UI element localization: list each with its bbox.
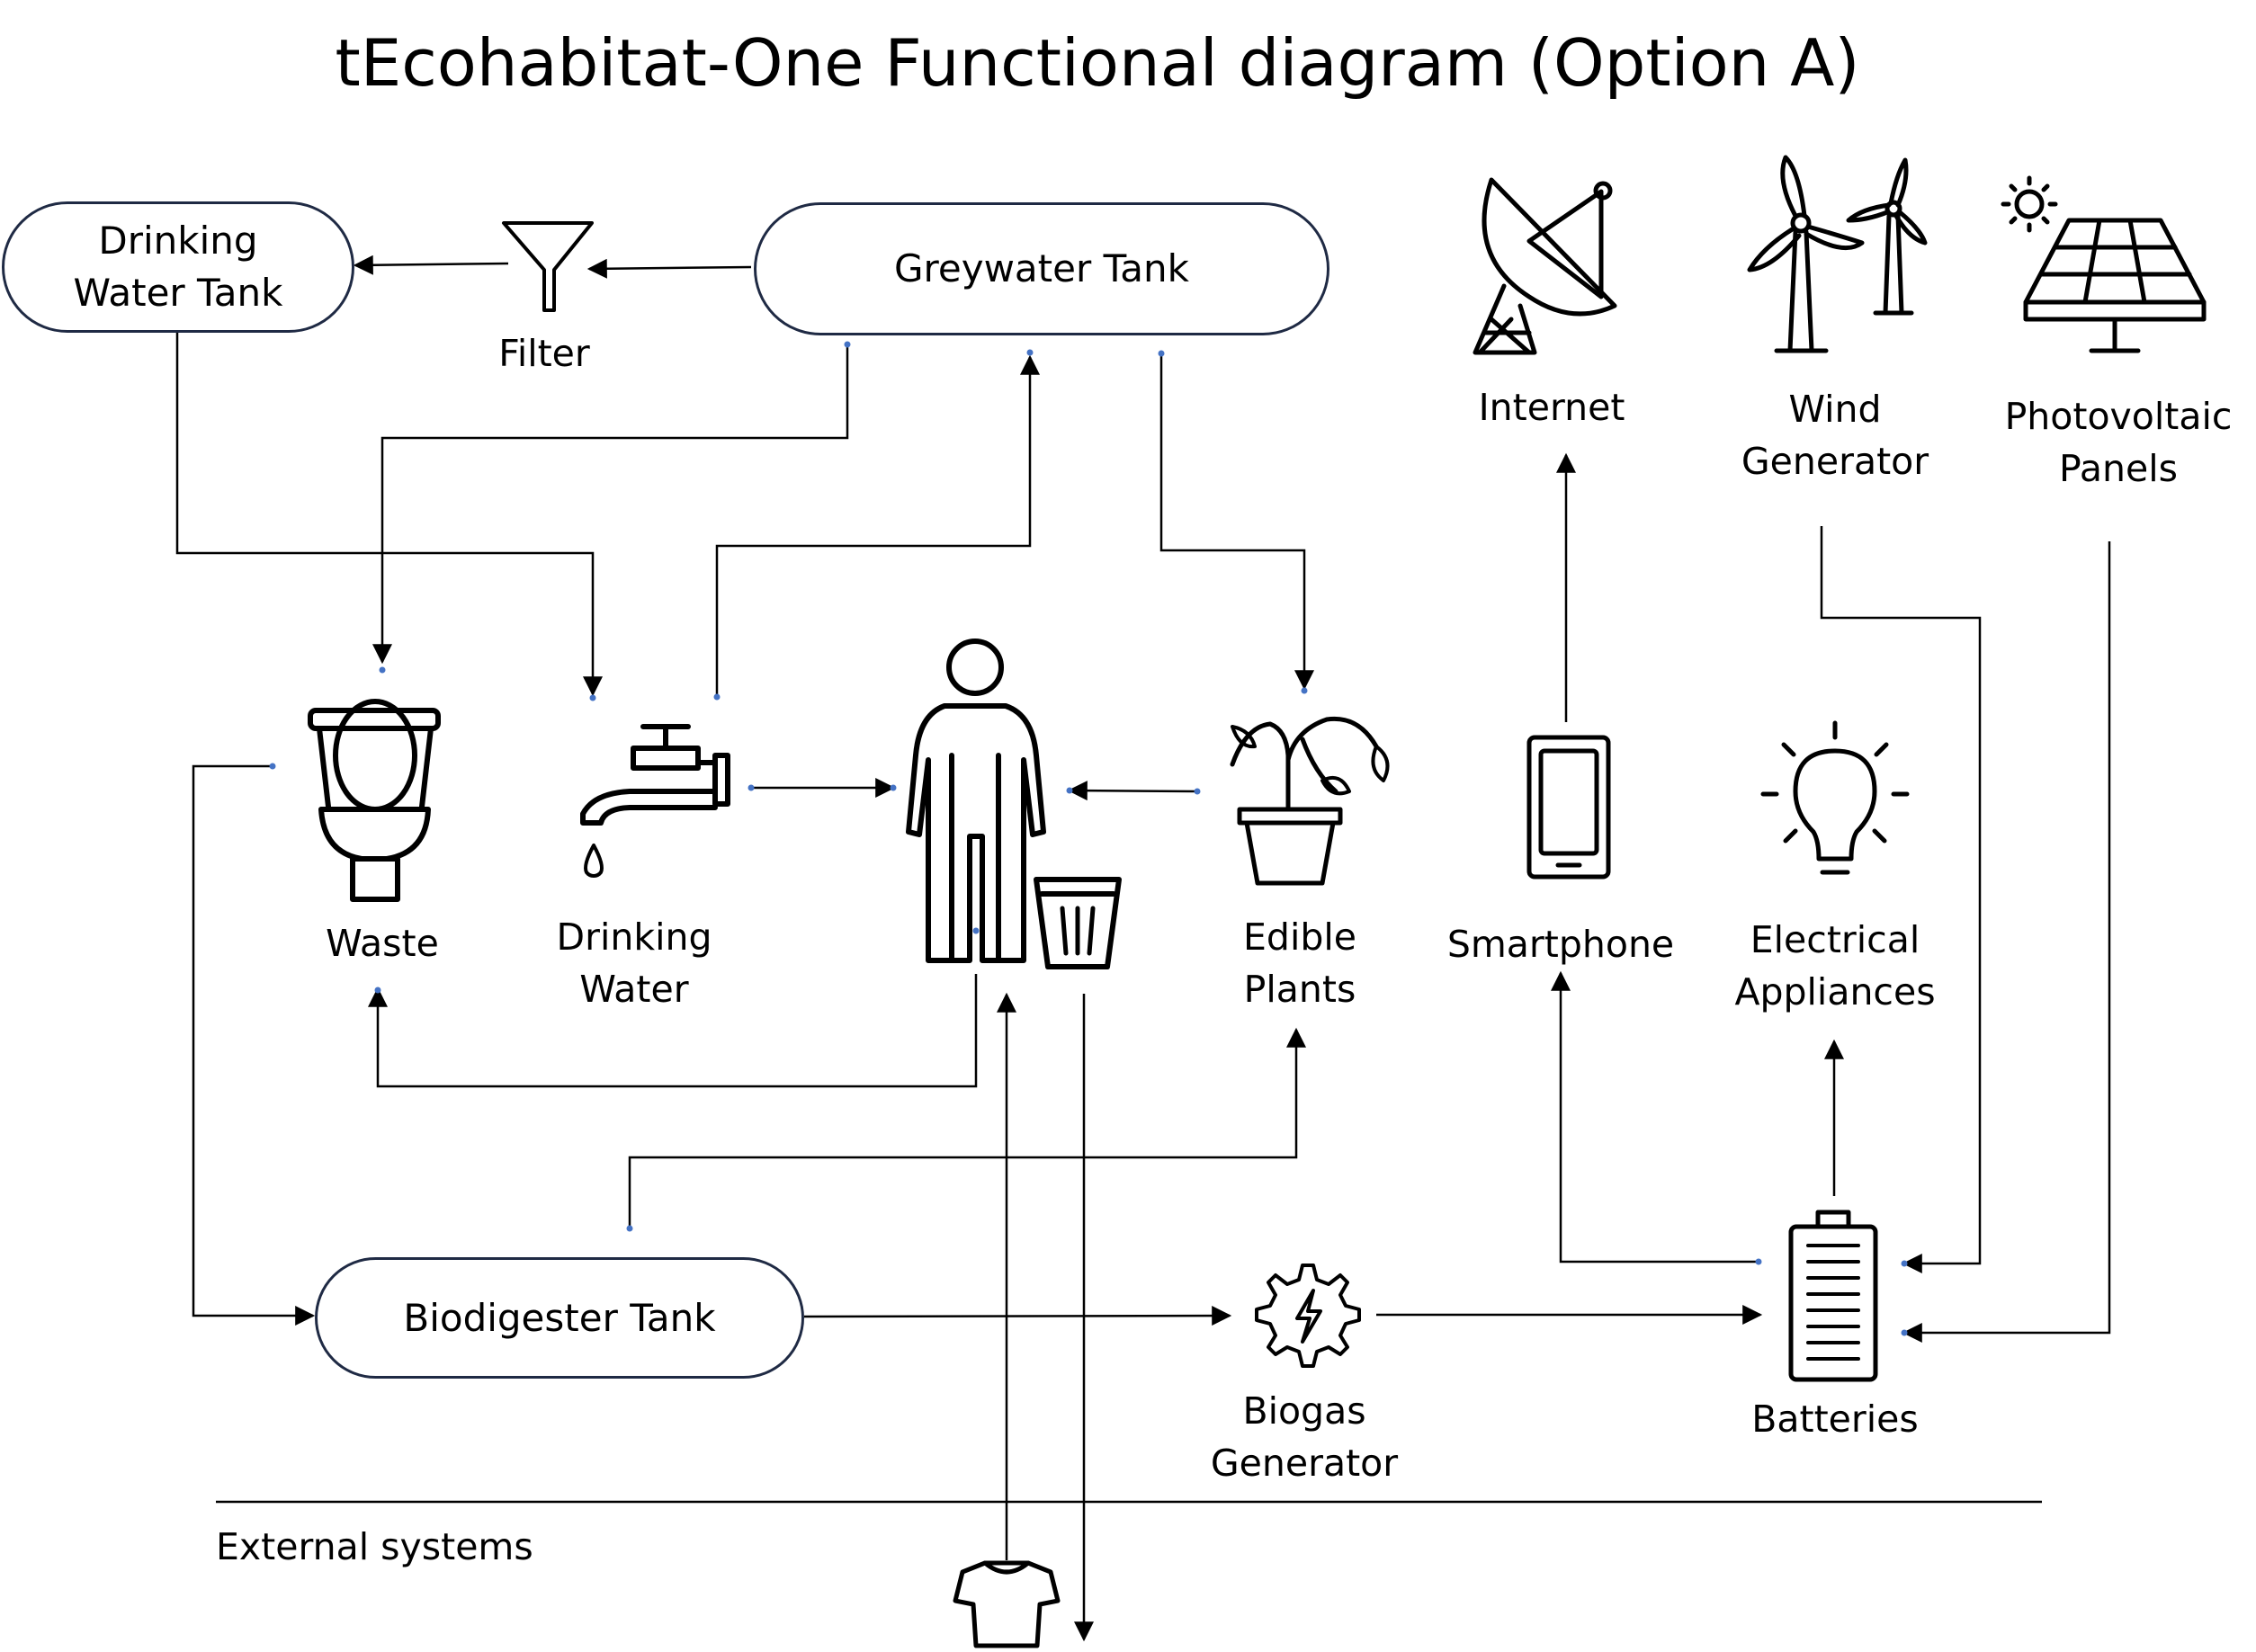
toilet-icon [310, 701, 438, 899]
external-systems-label: External systems [216, 1525, 533, 1568]
greywater-tank[interactable] [754, 202, 1329, 335]
batteries-label: Batteries [1751, 1398, 1919, 1441]
photovoltaic-panels-label: Photovoltaic Panels [2004, 395, 2233, 490]
internet-label: Internet [1478, 386, 1625, 429]
tshirt-icon [955, 1563, 1058, 1646]
solar-panel-icon [2003, 178, 2204, 351]
flow-greywater-to-waste [382, 344, 847, 662]
flow-biodigester-to-plants [630, 1030, 1296, 1228]
wind-generator-label: Wind Generator [1741, 388, 1929, 483]
greywater-tank-label: Greywater Tank [894, 246, 1189, 290]
edible-plants-label: Edible Plants [1243, 915, 1356, 1011]
funnel-icon [504, 223, 592, 310]
waste-label: Waste [326, 922, 439, 965]
flow-filter-to-drinking-tank [355, 263, 508, 265]
biogas-generator-icon [1257, 1265, 1359, 1366]
satellite-dish-icon [1475, 180, 1615, 353]
faucet-icon [583, 727, 728, 876]
light-bulb-icon [1763, 723, 1907, 872]
flow-faucet-to-greywater [717, 357, 1030, 697]
flow-wind-to-batteries [1822, 526, 1980, 1264]
drinking-water-tank-label: Drinking Water Tank [73, 219, 283, 315]
page-title: tEcohabitat-One Functional diagram (Option A) [335, 25, 1860, 101]
filter-label: Filter [498, 332, 590, 375]
person-icon [909, 641, 1043, 960]
wind-turbine-icon [1750, 157, 1925, 351]
flow-drinking-tank-to-faucet [177, 333, 593, 694]
drinking-water-label: Drinking Water [556, 915, 712, 1011]
battery-icon [1791, 1212, 1876, 1380]
biogas-generator-label: Biogas Generator [1210, 1389, 1399, 1485]
biodigester-tank[interactable] [315, 1257, 804, 1379]
plant-icon [1232, 719, 1388, 883]
connector-dots [270, 342, 1908, 1336]
flow-waste-to-biodigester [193, 766, 313, 1316]
electrical-appliances-label: Electrical Appliances [1734, 918, 1936, 1014]
flow-greywater-to-filter [589, 267, 751, 269]
flow-biodigester-to-biogas [804, 1316, 1230, 1317]
biodigester-tank-label: Biodigester Tank [403, 1295, 716, 1340]
flow-plants-to-person [1070, 790, 1197, 791]
flow-greywater-to-plants [1161, 353, 1304, 688]
smartphone-icon [1529, 737, 1608, 877]
smartphone-label: Smartphone [1446, 923, 1675, 966]
drinking-water-tank[interactable] [2, 201, 354, 333]
trash-bin-icon [1036, 880, 1119, 967]
